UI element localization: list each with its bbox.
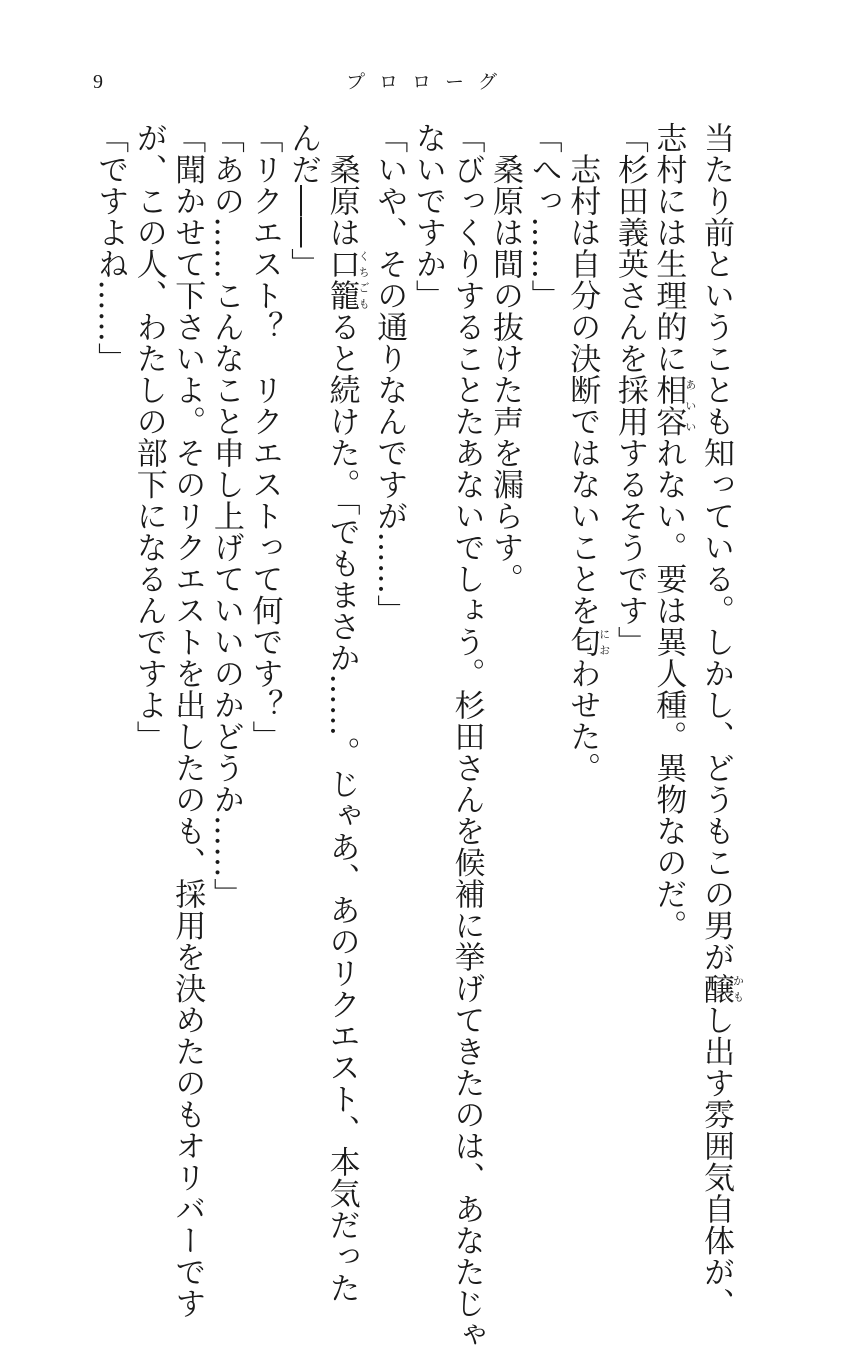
text-segment: 「あの……こんなこと申し上げていいのかどうか……」 <box>207 122 244 910</box>
text-line <box>168 122 207 1319</box>
text-segment: ると続けた。「でもまさか……。じゃあ、あのリクエスト、本気だった <box>323 311 360 1304</box>
text-segment: し出す雰囲気自体が、 <box>698 1004 734 1319</box>
ruby-base: 醸 <box>698 972 734 1004</box>
text-line <box>447 122 486 1351</box>
ruby-base: 相容 <box>650 374 687 437</box>
text-line <box>649 122 697 1122</box>
text-segment: 志村には生理的に <box>650 122 687 374</box>
ruby-base: 口籠 <box>323 248 360 311</box>
ruby-reading: にお <box>597 626 611 658</box>
text-line <box>91 122 130 1122</box>
text-line <box>696 122 745 1319</box>
body-text <box>91 122 745 1351</box>
text-line <box>610 122 649 1122</box>
text-segment: 当たり前ということも知っている。しかし、どうもこの男が <box>698 122 734 973</box>
text-segment: 志村は自分の決断ではないことを <box>564 122 601 626</box>
text-segment: 「杉田義英さんを採用するそうです」 <box>611 122 648 658</box>
text-line <box>283 122 322 1122</box>
ruby-word <box>323 248 371 311</box>
text-segment: 「リクエスト？ リクエストって何です？」 <box>246 122 283 752</box>
running-head: プロローグ <box>346 71 512 93</box>
ruby-word <box>564 626 611 658</box>
ruby-reading: くちごも <box>357 248 371 311</box>
text-segment: 「いや、その通りなんですが……」 <box>371 122 408 626</box>
ruby-word <box>698 972 745 1005</box>
page-number: 9 <box>93 71 103 93</box>
text-line <box>206 122 245 1122</box>
ruby-base: 匂 <box>564 626 601 658</box>
ruby-reading: かも <box>731 972 745 1004</box>
text-line <box>524 122 563 1122</box>
text-segment: が、この人、わたしの部下になるんですよ」 <box>130 122 167 752</box>
ruby-word <box>650 374 697 437</box>
text-segment: 桑原は <box>323 122 360 248</box>
text-line <box>563 122 611 1122</box>
text-line <box>370 122 409 1122</box>
text-segment: 「びっくりすることたあないでしょう。杉田さんを候補に挙げてきたのは、あなたじゃ <box>448 122 485 1351</box>
text-line <box>485 122 524 1122</box>
ruby-reading: あいい <box>683 374 697 437</box>
text-segment: 桑原は間の抜けた声を漏らす。 <box>487 122 524 595</box>
text-segment: 「へっ……」 <box>525 122 562 311</box>
text-line <box>322 122 371 1304</box>
text-line <box>408 122 447 1122</box>
text-line <box>129 122 168 1122</box>
text-segment: ないですか」 <box>409 122 446 311</box>
text-segment: んだ――」 <box>285 122 322 280</box>
text-line <box>245 122 284 1122</box>
text-segment: わせた。 <box>564 657 601 784</box>
text-segment: れない。要は異人種。異物なのだ。 <box>650 437 687 941</box>
text-segment: 「聞かせて下さいよ。そのリクエストを出したのも、採用を決めたのもオリバーです <box>169 122 206 1319</box>
text-segment: 「ですよね……」 <box>92 122 129 374</box>
